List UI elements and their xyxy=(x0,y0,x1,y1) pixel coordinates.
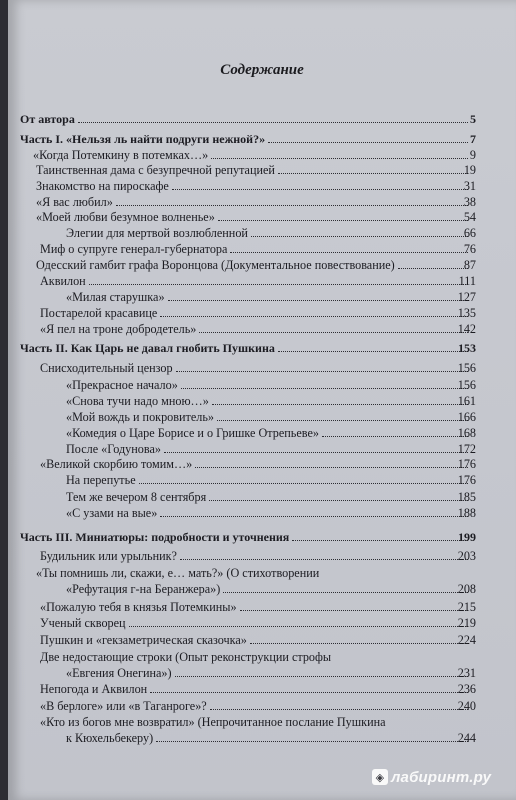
toc-page-number: 9 xyxy=(469,148,476,162)
toc-page-number: 31 xyxy=(463,179,476,193)
dot-leader xyxy=(195,466,468,468)
toc-page-number: 172 xyxy=(457,442,476,456)
toc-page-number: 156 xyxy=(457,378,476,392)
dot-leader xyxy=(172,188,468,190)
toc-entry-title: Ученый скворец xyxy=(40,616,126,630)
table-of-contents xyxy=(8,0,516,800)
toc-entry-title: Элегии для мертвой возлюбленной xyxy=(66,226,248,240)
dot-leader xyxy=(212,403,468,405)
dot-leader xyxy=(116,204,468,206)
toc-page-number: 5 xyxy=(470,112,476,126)
toc-page-number: 7 xyxy=(470,132,476,146)
toc-entry-title: «Моей любви безумное волненье» xyxy=(36,210,215,224)
section-rule xyxy=(20,520,488,521)
toc-page-number: 87 xyxy=(463,258,476,272)
toc-entry-title: «Кто из богов мне возвратил» (Непрочитанное послание Пушкина xyxy=(40,715,386,729)
toc-entry-title: От автора xyxy=(20,112,75,126)
toc-entry-title: Часть I. «Нельзя ль найти подруги нежной?» xyxy=(20,132,266,146)
toc-entry-title: Непогода и Аквилон xyxy=(40,682,148,696)
section-rule xyxy=(20,94,488,95)
toc-page-number: 76 xyxy=(463,242,476,256)
dot-leader xyxy=(292,539,468,541)
dot-leader xyxy=(398,267,468,269)
dot-leader xyxy=(176,370,468,372)
toc-entry-title: «Я вас любил» xyxy=(36,195,113,209)
dot-leader xyxy=(78,121,468,123)
watermark-text: лабиринт.ру xyxy=(391,768,492,786)
toc-entry-title: «С узами на вые» xyxy=(66,506,158,520)
watermark xyxy=(372,766,512,788)
toc-page-number: 111 xyxy=(458,274,476,288)
toc-page-number: 66 xyxy=(463,226,476,240)
dot-leader xyxy=(278,350,468,352)
toc-page-number: 236 xyxy=(457,682,476,696)
toc-entry-title: После «Годунова» xyxy=(66,442,161,456)
dot-leader xyxy=(230,251,468,253)
toc-page-number: 199 xyxy=(458,530,476,544)
dot-leader xyxy=(139,482,468,484)
dot-leader xyxy=(181,387,468,389)
dot-leader xyxy=(250,642,468,644)
toc-entry-title: «Я пел на троне добродетель» xyxy=(40,322,197,336)
toc-entry-title: «Евгения Онегина») xyxy=(66,666,172,680)
toc-page-number: 168 xyxy=(457,426,476,440)
dot-leader xyxy=(209,499,468,501)
book-page xyxy=(8,0,516,800)
dot-leader xyxy=(268,141,468,143)
dot-leader xyxy=(150,691,468,693)
dot-leader xyxy=(175,675,468,677)
toc-entry-title: «Снова тучи надо мною…» xyxy=(66,394,209,408)
dot-leader xyxy=(322,435,468,437)
toc-page-number: 176 xyxy=(457,473,476,487)
dot-leader xyxy=(89,283,468,285)
toc-page-number: 54 xyxy=(463,210,476,224)
toc-page-number: 203 xyxy=(457,549,476,563)
toc-entry-title: «Прекрасное начало» xyxy=(66,378,178,392)
dot-leader xyxy=(164,451,468,453)
dot-leader xyxy=(251,235,468,237)
toc-entry-title: Аквилон xyxy=(40,274,86,288)
toc-entry-title: «Ты помнишь ли, скажи, е… мать?» (О стихотворении xyxy=(36,566,320,580)
toc-page-number: 135 xyxy=(457,306,476,320)
toc-entry-title: «Пожалую тебя в князья Потемкины» xyxy=(40,600,237,614)
toc-entry-title: Миф о супруге генерал-губернатора xyxy=(40,242,228,256)
dot-leader xyxy=(278,172,468,174)
toc-entry-title: Таинственная дама с безупречной репутацией xyxy=(36,163,275,177)
toc-entry-title: «Комедия о Царе Борисе и о Гришке Отрепьеве» xyxy=(66,426,319,440)
toc-page-number: 188 xyxy=(457,506,476,520)
toc-entry-title: Знакомство на пироскафе xyxy=(36,179,169,193)
toc-entry-title: Постарелой красавице xyxy=(40,306,158,320)
dot-leader xyxy=(180,558,468,560)
dot-leader xyxy=(129,625,468,627)
toc-entry-title: «Великой скорбию томим…» xyxy=(40,457,193,471)
toc-page-number: 161 xyxy=(457,394,476,408)
toc-page-number: 127 xyxy=(457,290,476,304)
dot-leader xyxy=(218,219,468,221)
dot-leader xyxy=(211,157,468,159)
toc-entry-title: На перепутье xyxy=(66,473,136,487)
toc-page-number: 219 xyxy=(457,616,476,630)
toc-entry-title: Тем же вечером 8 сентября xyxy=(66,490,207,504)
dot-leader xyxy=(160,515,468,517)
toc-entry-title: «В берлоге» или «в Таганроге»? xyxy=(40,699,207,713)
toc-page-number: 153 xyxy=(458,341,476,355)
toc-page-number: 215 xyxy=(457,600,476,614)
toc-entry-title: Снисходительный цензор xyxy=(40,361,173,375)
toc-page-number: 19 xyxy=(463,163,476,177)
toc-entry-title: к Кюхельбекеру) xyxy=(66,731,154,745)
toc-page-number: 231 xyxy=(457,666,476,680)
page-title: Содержание xyxy=(220,62,304,78)
dot-leader xyxy=(160,315,468,317)
toc-page-number: 142 xyxy=(457,322,476,336)
toc-entry-title: «Рефутация г-на Беранжера») xyxy=(66,582,221,596)
toc-entry-title: «Когда Потемкину в потемках…» xyxy=(33,148,209,162)
toc-entry-title: Часть II. Как Царь не давал гнобить Пушкина xyxy=(20,341,275,355)
toc-page-number: 185 xyxy=(457,490,476,504)
toc-entry-title: «Мой вождь и покровитель» xyxy=(66,410,215,424)
toc-page-number: 208 xyxy=(457,582,476,596)
dot-leader xyxy=(240,609,468,611)
dot-leader xyxy=(210,708,468,710)
dot-leader xyxy=(168,299,468,301)
dot-leader xyxy=(223,591,468,593)
toc-page-number: 176 xyxy=(457,457,476,471)
toc-page-number: 244 xyxy=(457,731,476,745)
toc-entry-title: Пушкин и «гекзаметрическая сказочка» xyxy=(40,633,247,647)
dot-leader xyxy=(217,419,468,421)
toc-page-number: 156 xyxy=(457,361,476,375)
dot-leader xyxy=(199,331,468,333)
dot-leader xyxy=(156,740,468,742)
labyrinth-logo-icon: ◈ xyxy=(372,769,388,785)
toc-page-number: 166 xyxy=(457,410,476,424)
toc-entry-title: Будильник или урыльник? xyxy=(40,549,177,563)
toc-entry-title: Часть III. Миниатюры: подробности и уточнения xyxy=(20,530,290,544)
toc-entry-title: Две недостающие строки (Опыт реконструкции строфы xyxy=(40,650,332,664)
toc-page-number: 38 xyxy=(463,195,476,209)
toc-entry-title: «Милая старушка» xyxy=(66,290,165,304)
toc-page-number: 240 xyxy=(457,699,476,713)
toc-page-number: 224 xyxy=(457,633,476,647)
toc-entry-title: Одесский гамбит графа Воронцова (Документальное повествование) xyxy=(36,258,395,272)
